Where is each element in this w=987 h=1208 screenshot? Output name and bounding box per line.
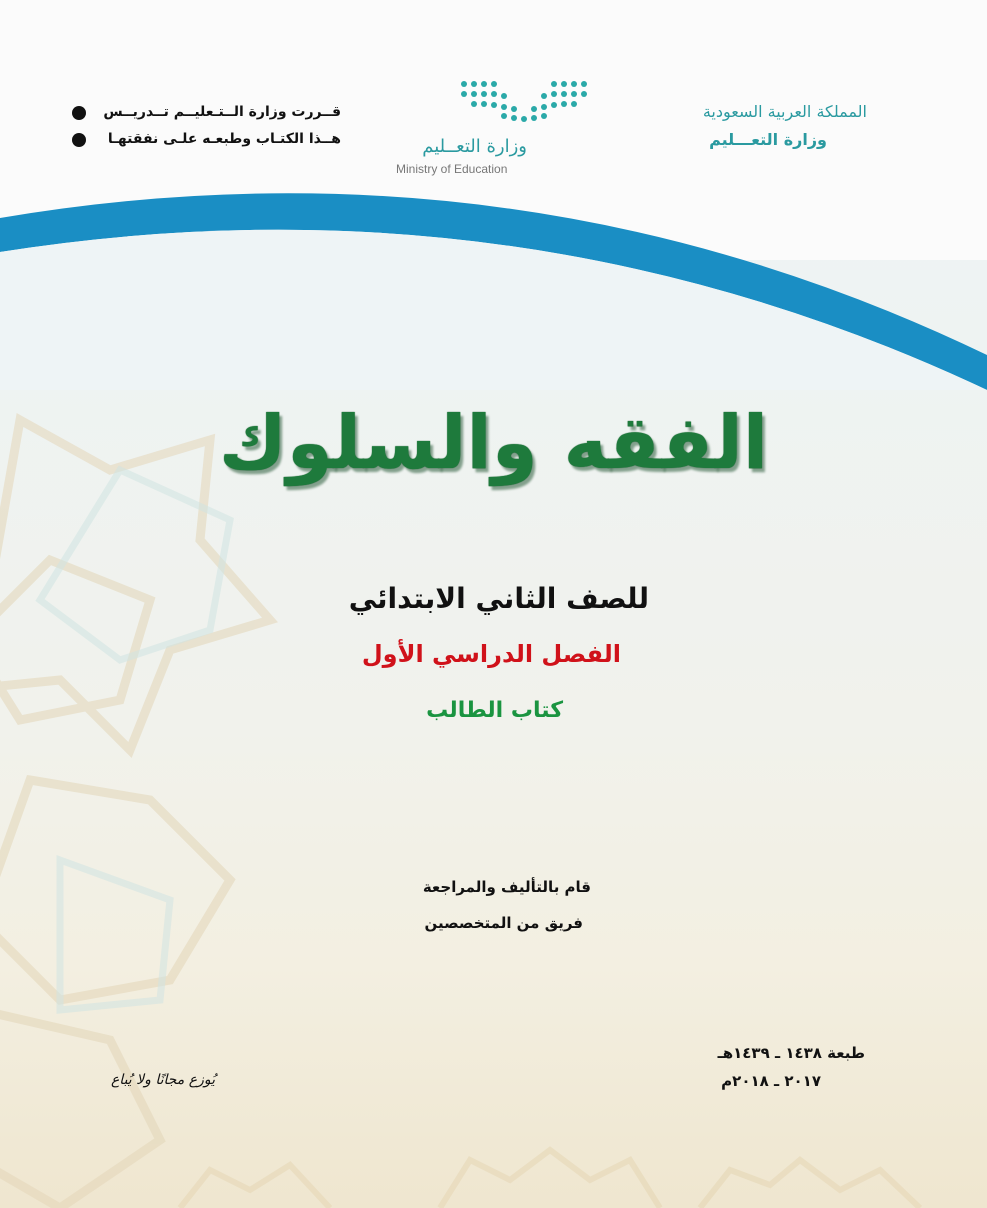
ministry-logo-icon — [458, 78, 590, 122]
semester: الفصل الدراسي الأول — [361, 640, 621, 668]
logo-text-arabic: وزارة التعــليم — [422, 136, 527, 157]
book-type: كتاب الطالب — [426, 698, 563, 723]
free-distribution-note: يُوزع مجانًا ولا يُباع — [110, 1072, 215, 1088]
edition-gregorian: ٢٠١٧ ـ ٢٠١٨م — [721, 1072, 821, 1090]
authors-team: فريق من المتخصصين — [424, 914, 583, 932]
logo-text-english: Ministry of Education — [396, 162, 508, 176]
approval-notice-line1: قــررت وزارة الــتـعليــم تــدريــس — [103, 104, 341, 120]
approval-notice-line2: هــذا الكتـاب وطبعـه علـى نفقتهـا — [107, 131, 341, 147]
book-title: الفقه والسلوك — [218, 400, 769, 486]
bullet-icon — [72, 133, 86, 147]
bullet-icon — [72, 106, 86, 120]
kingdom-name: المملكة العربية السعودية — [702, 102, 867, 121]
authorship-line: قام بالتأليف والمراجعة — [422, 878, 591, 896]
grade-level: للصف الثاني الابتدائي — [348, 582, 649, 615]
edition-hijri: طبعة ١٤٣٨ ـ ١٤٣٩هـ — [717, 1044, 865, 1062]
blue-curved-band — [0, 190, 987, 390]
ministry-name: وزارة التعـــليم — [709, 130, 827, 149]
